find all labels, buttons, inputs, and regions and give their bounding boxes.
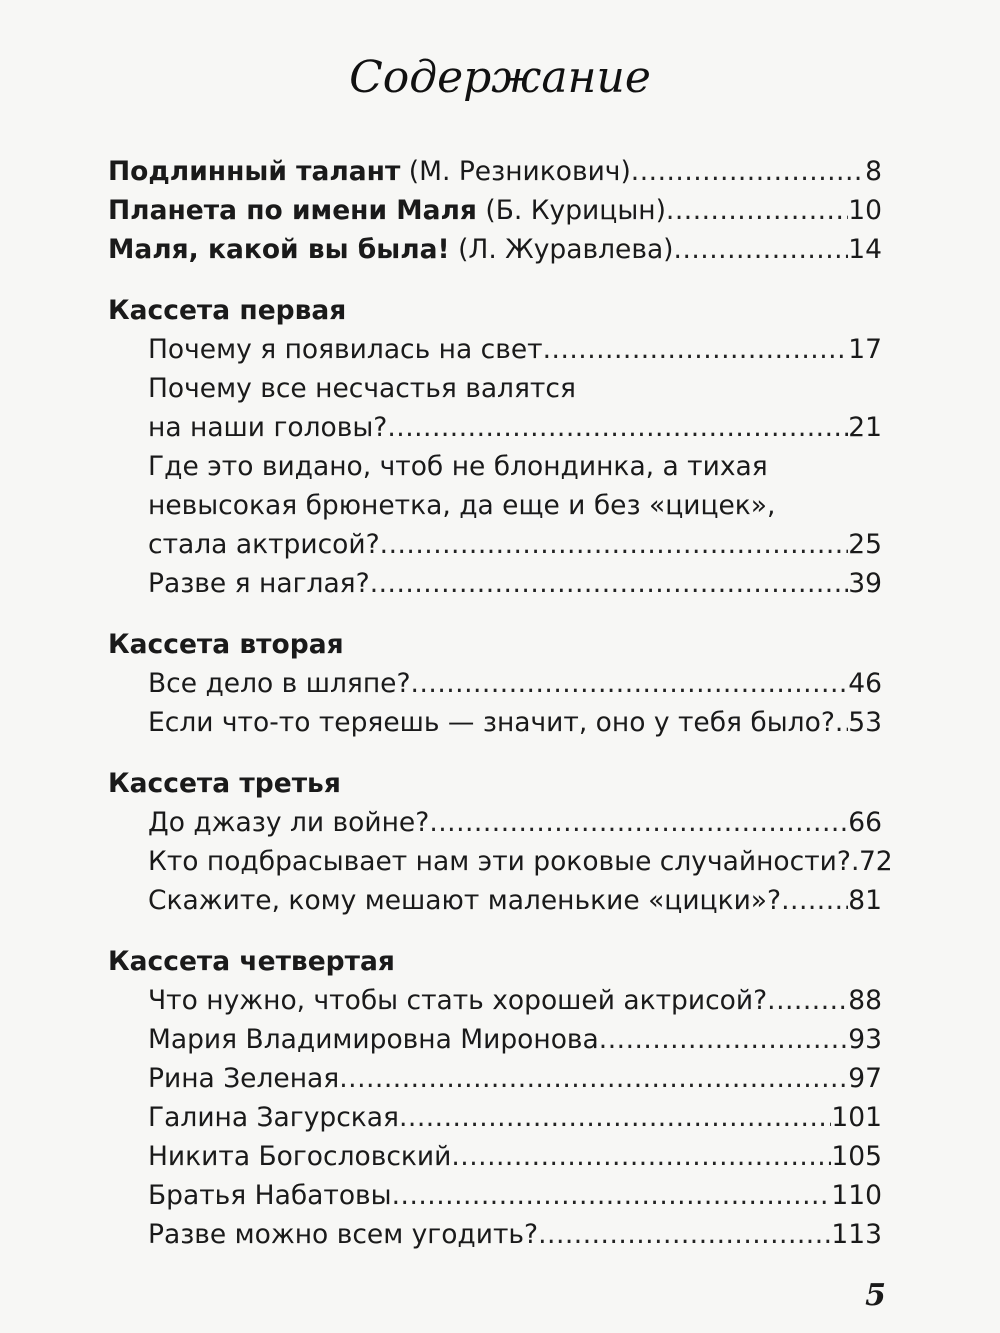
page-number: 53 bbox=[848, 707, 882, 738]
entry-title: Разве я наглая? bbox=[148, 568, 370, 599]
toc-entry-text: Где это видано, чтоб не блондинка, а тихая bbox=[148, 451, 768, 482]
page-number: 93 bbox=[848, 1024, 882, 1055]
toc-entry bbox=[108, 1059, 882, 1098]
page-number: 110 bbox=[831, 1180, 882, 1211]
dot-leader bbox=[767, 981, 848, 1020]
entry-title: Разве можно всем угодить? bbox=[148, 1219, 539, 1250]
entry-title: Братья Набатовы bbox=[148, 1180, 392, 1211]
dot-leader bbox=[387, 408, 848, 447]
dot-leader bbox=[674, 230, 849, 269]
entry-title: Скажите, кому мешают маленькие «цицки»? bbox=[148, 885, 782, 916]
entry-author: (Л. Журавлева) bbox=[449, 234, 674, 265]
entry-title: Галина Загурская bbox=[148, 1102, 399, 1133]
dot-leader bbox=[380, 525, 849, 564]
intro-entries bbox=[108, 152, 882, 269]
page-number: 39 bbox=[848, 568, 882, 599]
toc-entry bbox=[108, 330, 882, 369]
toc-entry bbox=[108, 842, 893, 881]
toc-entry bbox=[108, 664, 882, 703]
toc-section bbox=[108, 291, 882, 603]
entry-title: Никита Богословский bbox=[148, 1141, 452, 1172]
page-number: 97 bbox=[848, 1063, 882, 1094]
table-of-contents bbox=[108, 152, 893, 1254]
page-number: 105 bbox=[831, 1141, 882, 1172]
entry-title: Планета по имени Маля bbox=[108, 195, 477, 226]
page-number: 21 bbox=[848, 412, 882, 443]
entry-author: (Б. Курицын) bbox=[476, 195, 666, 226]
dot-leader bbox=[666, 191, 848, 230]
toc-entry bbox=[108, 1137, 882, 1176]
entry-title: на наши головы? bbox=[148, 412, 388, 443]
toc-entry bbox=[108, 191, 882, 230]
page-number: 88 bbox=[848, 985, 882, 1016]
entry-title: Почему я появилась на свет bbox=[148, 334, 543, 365]
toc-entry bbox=[108, 803, 882, 842]
toc-entry bbox=[108, 230, 882, 269]
section-heading: Кассета первая bbox=[108, 295, 347, 326]
toc-entry bbox=[108, 703, 882, 742]
entry-title: Мария Владимировна Миронова bbox=[148, 1024, 599, 1055]
entry-title: Все дело в шляпе? bbox=[148, 668, 411, 699]
entry-title: Если что-то теряешь — значит, оно у тебя было? bbox=[148, 707, 835, 738]
entry-title: Маля, какой вы была! bbox=[108, 234, 450, 265]
page-number: 8 bbox=[865, 156, 882, 187]
toc-entry bbox=[108, 1176, 882, 1215]
page-number: 10 bbox=[848, 195, 882, 226]
page-number: 14 bbox=[848, 234, 882, 265]
toc-entry bbox=[108, 981, 882, 1020]
page-number: 25 bbox=[848, 529, 882, 560]
entry-title: Рина Зеленая bbox=[148, 1063, 340, 1094]
entry-title: Что нужно, чтобы стать хорошей актрисой? bbox=[148, 985, 768, 1016]
dot-leader bbox=[538, 1215, 831, 1254]
dot-leader bbox=[392, 1176, 832, 1215]
page-folio: 5 bbox=[865, 1278, 886, 1313]
entry-title: Кто подбрасывает нам эти роковые случайности? bbox=[148, 846, 851, 877]
dot-leader bbox=[781, 881, 848, 920]
toc-entry bbox=[108, 564, 882, 603]
entry-title: стала актрисой? bbox=[148, 529, 380, 560]
section-heading: Кассета вторая bbox=[108, 629, 344, 660]
entry-author: (М. Резникович) bbox=[400, 156, 631, 187]
toc-entry bbox=[108, 1098, 882, 1137]
dot-leader bbox=[339, 1059, 848, 1098]
toc-entry bbox=[108, 152, 882, 191]
toc-entry bbox=[108, 408, 882, 447]
dot-leader bbox=[429, 803, 848, 842]
dot-leader bbox=[399, 1098, 831, 1137]
dot-leader bbox=[543, 330, 849, 369]
toc-entry bbox=[108, 1020, 882, 1059]
toc-entry bbox=[108, 881, 882, 920]
entry-title: До джазу ли войне? bbox=[148, 807, 430, 838]
dot-leader bbox=[835, 703, 848, 742]
toc-section bbox=[108, 942, 882, 1254]
entry-title: Подлинный талант bbox=[108, 156, 401, 187]
toc-section bbox=[108, 764, 893, 920]
page-number: 66 bbox=[848, 807, 882, 838]
section-heading: Кассета четвертая bbox=[108, 946, 395, 977]
toc-entry-text: невысокая брюнетка, да еще и без «цицек», bbox=[148, 490, 776, 521]
dot-leader bbox=[599, 1020, 848, 1059]
dot-leader bbox=[370, 564, 849, 603]
toc-section bbox=[108, 625, 882, 742]
toc-entry bbox=[108, 525, 882, 564]
dot-leader bbox=[851, 842, 859, 881]
toc-entry bbox=[108, 1215, 882, 1254]
sections bbox=[108, 291, 893, 1254]
dot-leader bbox=[411, 664, 849, 703]
page-number: 17 bbox=[848, 334, 882, 365]
page-title: Содержание bbox=[349, 52, 651, 103]
page-number: 81 bbox=[848, 885, 882, 916]
dot-leader bbox=[631, 152, 865, 191]
dot-leader bbox=[451, 1137, 831, 1176]
toc-entry-text: Почему все несчастья валятся bbox=[148, 373, 576, 404]
page-number: 72 bbox=[858, 846, 893, 877]
section-heading: Кассета третья bbox=[108, 768, 341, 799]
page-number: 113 bbox=[831, 1219, 882, 1250]
page-number: 46 bbox=[848, 668, 882, 699]
page-number: 101 bbox=[831, 1102, 882, 1133]
